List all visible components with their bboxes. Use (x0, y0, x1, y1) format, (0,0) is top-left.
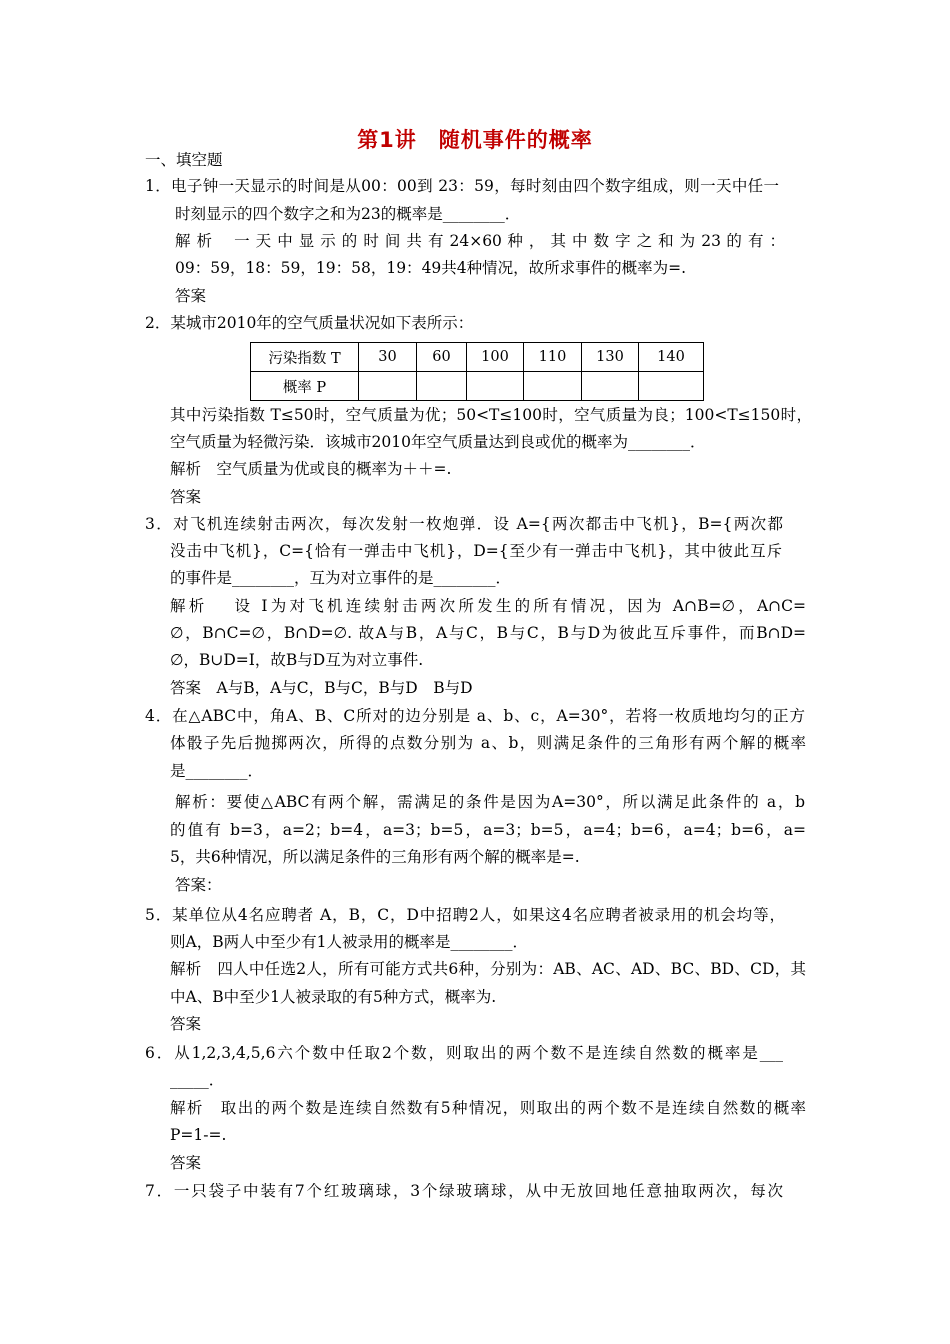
table-cell: 110 (524, 343, 582, 372)
q2-line-1: 2．某城市2010年的空气质量状况如下表所示： (145, 314, 474, 332)
q3-solution-line-3: ∅，B∪D=I，故B与D互为对立事件. (170, 651, 424, 669)
q6-line-1: 6．从1,2,3,4,5,6六个数中任取2个数，则取出的两个数不是连续自然数的概率是___ (145, 1044, 783, 1062)
q4-line-1: 4．在△ABC中，角A、B、C所对的边分别是 a、b、c，A=30°，若将一枚质地均匀的正方 (145, 707, 805, 725)
q4-solution-line-1: 解析：要使△ABC有两个解，需满足的条件是因为A=30°，所以满足此条件的 a，b (175, 793, 805, 811)
q2-line-2: 其中污染指数 T≤50时，空气质量为优；50<T≤100时，空气质量为良；100<T≤150时， (170, 406, 812, 424)
table-row (251, 372, 704, 401)
q3-answer: 答案 A与B，A与C，B与C，B与D B与D (170, 679, 473, 697)
table-cell (639, 372, 704, 401)
q4-answer: 答案： (175, 876, 222, 894)
q5-line-1: 5．某单位从4名应聘者 A，B，C，D中招聘2人，如果这4名应聘者被录用的机会均等， (145, 906, 785, 924)
q3-solution-line-2: ∅，B∩C=∅，B∩D=∅. 故A与B，A与C，B与C，B与D为彼此互斥事件，而B∩D= (170, 624, 806, 642)
q4-solution-line-3: 5，共6种情况，所以满足条件的三角形有两个解的概率是=. (170, 848, 580, 866)
q1-answer: 答案 (175, 287, 207, 305)
q5-solution-line-1: 解析 四人中任选2人，所有可能方式共6种，分别为：AB、AC、AD、BC、BD、CD，其 (170, 960, 806, 978)
q4-solution-line-2: 的值有 b=3，a=2；b=4，a=3；b=5，a=3；b=5，a=4；b=6，a=4；b=6，a= (170, 821, 806, 839)
page-title: 第1讲 随机事件的概率 (357, 128, 593, 152)
table-cell: 60 (417, 343, 467, 372)
pollution-table (250, 342, 704, 401)
q6-solution-line-1: 解析 取出的两个数是连续自然数有5种情况，则取出的两个数不是连续自然数的概率 (170, 1099, 806, 1117)
q5-answer: 答案 (170, 1015, 202, 1033)
table-cell: 130 (582, 343, 639, 372)
table-cell (417, 372, 467, 401)
q6-line-2: _____． (170, 1071, 225, 1089)
q1-line-1: 1．电子钟一天显示的时间是从00：00到 23：59，每时刻由四个数字组成，则一天中任一 (145, 177, 779, 195)
q1-line-2: 时刻显示的四个数字之和为23的概率是________． (175, 205, 521, 223)
table-cell (359, 372, 417, 401)
q2-line-3: 空气质量为轻微污染．该城市2010年空气质量达到良或优的概率为________． (170, 433, 706, 451)
q3-line-3: 的事件是________，互为对立事件的是________． (170, 569, 512, 587)
table-cell: 140 (639, 343, 704, 372)
table-cell (524, 372, 582, 401)
q1-solution-line-2: 09：59，18：59，19：58，19：49共4种情况，故所求事件的概率为=. (175, 259, 687, 277)
q5-solution-line-2: 中A、B中至少1人被录取的有5种方式，概率为. (170, 988, 497, 1006)
table-cell: 30 (359, 343, 417, 372)
table-cell (467, 372, 524, 401)
section-heading: 一、填空题 (145, 151, 223, 169)
table-row-header: 污染指数 T (251, 343, 359, 372)
q7-line-1: 7．一只袋子中装有7个红玻璃球，3个绿玻璃球，从中无放回地任意抽取两次，每次 (145, 1182, 783, 1200)
q6-solution-line-2: P=1-=. (170, 1126, 227, 1144)
q3-solution-line-1: 解析 设 I为对飞机连续射击两次所发生的所有情况，因为 A∩B=∅，A∩C= (170, 597, 806, 615)
q4-line-3: 是________． (170, 762, 264, 780)
table-row (251, 343, 704, 372)
q5-line-2: 则A，B两人中至少有1人被录用的概率是________． (170, 933, 528, 951)
table-row-header: 概率 P (251, 372, 359, 401)
q1-solution-line-1: 解 析 一 天 中 显 示 的 时 间 共 有 24×60 种 ， 其 中 数 字 之 和 为 23 的 有 ： (175, 232, 785, 250)
q3-line-2: 没击中飞机}，C={恰有一弹击中飞机}，D={至少有一弹击中飞机}，其中彼此互斥 (170, 542, 782, 560)
q6-answer: 答案 (170, 1154, 202, 1172)
q4-line-2: 体骰子先后抛掷两次，所得的点数分别为 a、b，则满足条件的三角形有两个解的概率 (170, 734, 806, 752)
q2-solution: 解析 空气质量为优或良的概率为＋＋=. (170, 460, 452, 478)
q2-answer: 答案 (170, 488, 202, 506)
table-cell (582, 372, 639, 401)
q3-line-1: 3．对飞机连续射击两次，每次发射一枚炮弹．设 A={两次都击中飞机}，B={两次都 (145, 515, 783, 533)
table-cell: 100 (467, 343, 524, 372)
